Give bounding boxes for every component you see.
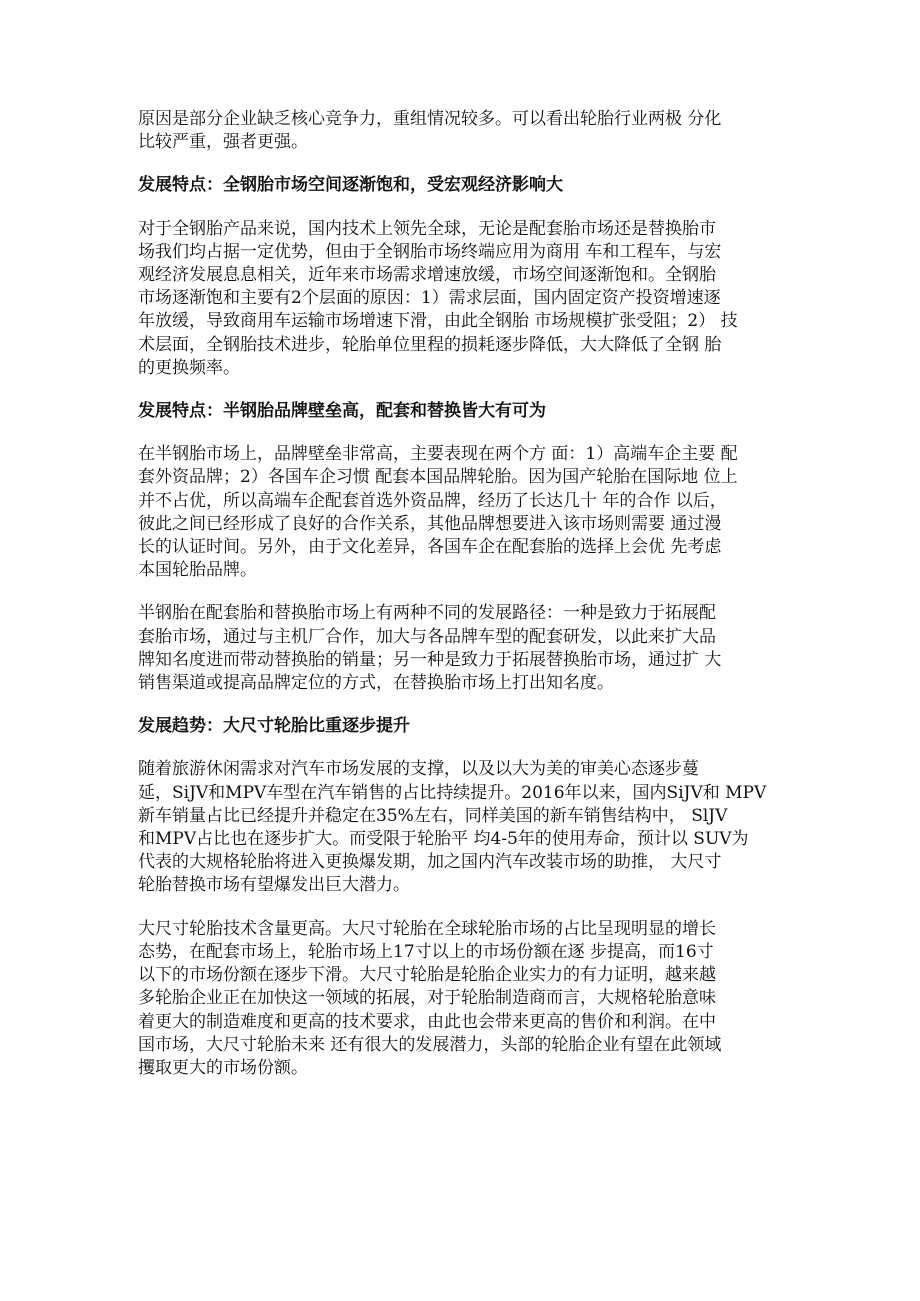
text-line: 态势，在配套市场上，轮胎市场上17寸以上的市场份额在逐 步提高，而16寸: [138, 941, 714, 962]
heading-all-steel-tire: 发展特点：全钢胎市场空间逐渐饱和，受宏观经济影响大: [138, 175, 563, 196]
text-line: 牌知名度进而带动替换胎的销量；另一种是致力于拓展替换胎市场，通过扩 大: [138, 649, 722, 670]
paragraph-industry-polarization: [138, 108, 788, 154]
text-line: 彼此之间已经形成了良好的合作关系，其他品牌想要进入该市场则需要 通过漫: [138, 513, 722, 534]
text-line: 着更大的制造难度和更高的技术要求，由此也会带来更高的售价和利润。在中: [138, 1011, 716, 1032]
text-line: 套胎市场，通过与主机厂合作，加大与各品牌车型的配套研发，以此来扩大品: [138, 626, 716, 647]
text-line: 套外资品牌；2）各国车企习惯 配套本国品牌轮胎。因为国产轮胎在国际地 位上: [138, 467, 738, 488]
text-line: 大尺寸轮胎技术含量更高。大尺寸轮胎在全球轮胎市场的占比呈现明显的增长: [138, 918, 716, 939]
text-line: 和MPV占比也在逐步扩大。而受限于轮胎平 均4-5年的使用寿命，预计以 SUV为: [138, 829, 749, 850]
text-line: 以下的市场份额在逐步下滑。大尺寸轮胎是轮胎企业实力的有力证明，越来越: [138, 965, 716, 986]
text-line: 国市场，大尺寸轮胎未来 还有很大的发展潜力，头部的轮胎企业有望在此领域: [138, 1034, 722, 1055]
text-line: 观经济发展息息相关，近年来市场需求增速放缓，市场空间逐渐饱和。全钢胎: [138, 265, 716, 286]
text-line: 攫取更大的市场份额。: [138, 1057, 308, 1078]
text-line: 多轮胎企业正在加快这一领域的拓展，对于轮胎制造商而言，大规格轮胎意味: [138, 988, 716, 1009]
text-line: 销售渠道或提高品牌定位的方式，在替换胎市场上打出知名度。: [138, 673, 614, 694]
paragraph-all-steel-tire: [138, 218, 788, 380]
text-line: 原因是部分企业缺乏核心竞争力，重组情况较多。可以看出轮胎行业两极 分化: [138, 109, 722, 129]
text-line: 在半钢胎市场上，品牌壁垒非常高，主要表现在两个方 面：1）高端车企主要 配: [138, 444, 738, 465]
text-line: 新车销量占比已经提升并稳定在35%左右，同样美国的新车销售结构中， SlJV: [138, 805, 728, 826]
text-line: 对于全钢胎产品来说，国内技术上领先全球，无论是配套胎市场还是替换胎市: [138, 218, 716, 239]
text-line: 延，SiJV和MPV车型在汽车销售的占比持续提升。2016年以来，国内SiJV和 MPV: [138, 782, 767, 803]
text-line: 并不占优，所以高端车企配套首选外资品牌，经历了长达几十 年的合作 以后，: [138, 490, 727, 511]
text-line: 代表的大规格轮胎将进入更换爆发期，加之国内汽车改装市场的助推， 大尺寸: [138, 852, 722, 873]
text-line: 长的认证时间。另外，由于文化差异，各国车企在配套胎的选择上会优 先考虑: [138, 537, 722, 558]
text-line: 随着旅游休闲需求对汽车市场发展的支撑，以及以大为美的审美心态逐步蔓: [138, 759, 699, 780]
text-line: 半钢胎在配套胎和替换胎市场上有两种不同的发展路径：一种是致力于拓展配: [138, 603, 716, 624]
paragraph-semi-steel-paths: [138, 602, 788, 695]
text-line: 的更换频率。: [138, 357, 240, 378]
text-line: 本国轮胎品牌。: [138, 560, 257, 581]
heading-large-size-tire-trend: 发展趋势：大尺寸轮胎比重逐步提升: [138, 716, 410, 737]
heading-semi-steel-tire: 发展特点：半钢胎品牌壁垒高，配套和替换皆大有可为: [138, 401, 546, 422]
document-body: [138, 108, 788, 1080]
text-line: 场我们均占据一定优势，但由于全钢胎市场终端应用为商用 车和工程车，与宏: [138, 241, 722, 262]
text-line: 市场逐渐饱和主要有2个层面的原因：1）需求层面，国内固定资产投资增速逐: [138, 288, 721, 309]
paragraph-semi-steel-brand-barrier: [138, 443, 788, 582]
text-line: 年放缓，导致商用车运输市场增速下滑，由此全钢胎 市场规模扩张受阻；2） 技: [138, 311, 738, 332]
paragraph-large-size-tech: [138, 918, 788, 1080]
text-line: 轮胎替换市场有望爆发出巨大潜力。: [138, 875, 410, 896]
text-line: 术层面，全钢胎技术进步，轮胎单位里程的损耗逐步降低，大大降低了全钢 胎: [138, 334, 722, 355]
paragraph-suv-mpv-growth: [138, 758, 788, 897]
text-line: 比较严重，强者更强。: [138, 132, 308, 153]
